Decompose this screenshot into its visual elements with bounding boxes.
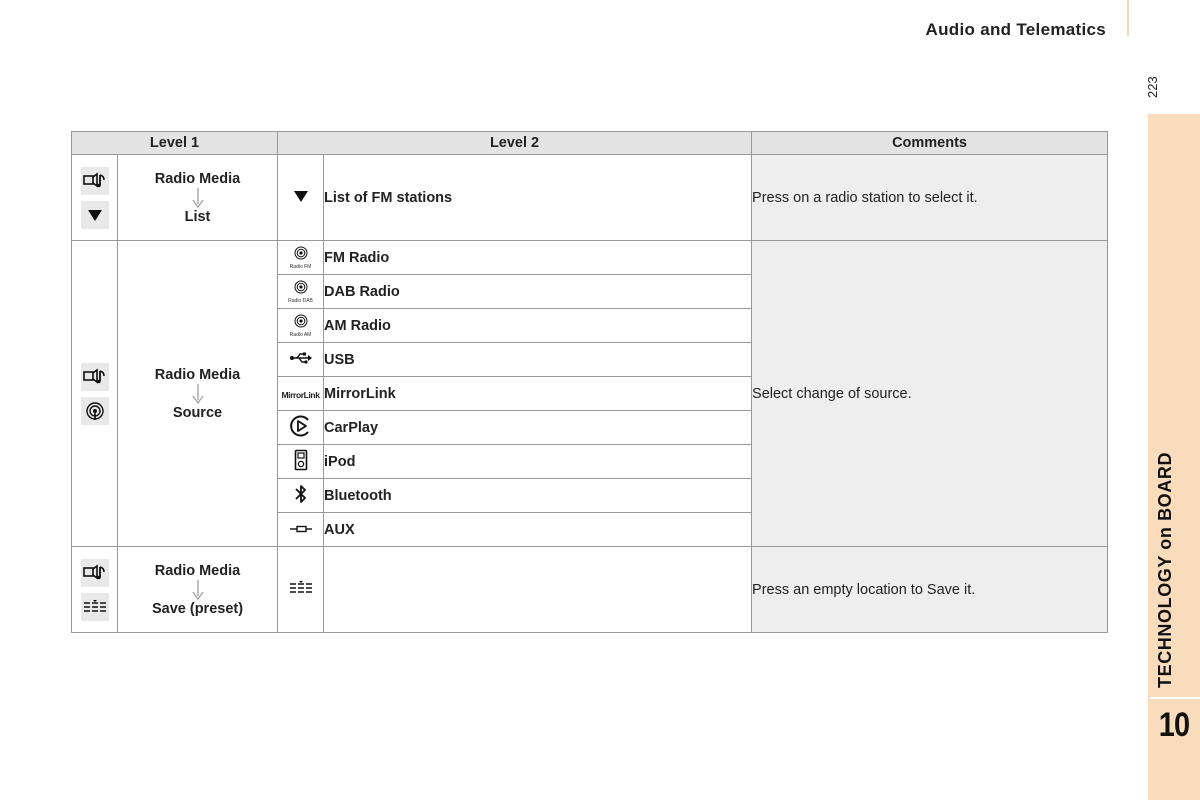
mirrorlink-logo[interactable] (278, 377, 324, 411)
level1-icons-cell (72, 155, 118, 241)
chapter-number: 10 (1158, 706, 1190, 744)
table-row (72, 547, 1108, 633)
preset-list-icon[interactable] (278, 547, 324, 633)
radio-dab-caption: Radio DAB (288, 297, 313, 304)
comment-cell: Select change of source. (752, 241, 1108, 547)
radio-fm-caption: Radio FM (289, 263, 312, 270)
table-row (72, 155, 1108, 241)
media-note-icon (81, 167, 109, 195)
level1-label-cell (118, 547, 278, 633)
level2-item-list-fm-stations[interactable]: List of FM stations (324, 155, 752, 241)
column-header-level1: Level 1 (72, 132, 278, 155)
column-header-comments: Comments (752, 132, 1108, 155)
comment-cell: Press on a radio station to select it. (752, 155, 1108, 241)
arrow-down-icon (191, 383, 205, 405)
bluetooth-icon[interactable] (278, 479, 324, 513)
level1-icons-cell (72, 547, 118, 633)
media-note-icon (81, 559, 109, 587)
usb-icon[interactable] (278, 343, 324, 377)
carplay-icon[interactable] (278, 411, 324, 445)
triangle-down-icon (81, 201, 109, 229)
side-tab-divider (1150, 697, 1200, 699)
level1-label-top: Radio Media (154, 170, 241, 187)
level1-label-bottom: List (184, 208, 211, 225)
table-header-row (72, 132, 1108, 155)
column-header-level2: Level 2 (278, 132, 752, 155)
ipod-icon[interactable] (278, 445, 324, 479)
level1-label-top: Radio Media (154, 562, 241, 579)
page-number: 223 (1145, 76, 1160, 98)
radio-fm-icon[interactable] (278, 241, 324, 275)
level1-icons-cell (72, 241, 118, 547)
level2-item-usb[interactable]: USB (324, 343, 752, 377)
radio-am-caption: Radio AM (289, 331, 312, 338)
header-divider (1127, 0, 1129, 36)
media-note-icon (81, 363, 109, 391)
menu-table (71, 131, 1108, 633)
mirrorlink-logo-text: MirrorLink (281, 389, 320, 400)
arrow-down-icon (191, 579, 205, 601)
level2-item-ipod[interactable]: iPod (324, 445, 752, 479)
radio-waves-icon (81, 397, 109, 425)
level1-label-bottom: Source (172, 404, 223, 421)
level2-item-mirrorlink[interactable]: MirrorLink (324, 377, 752, 411)
level2-item-fm-radio[interactable]: FM Radio (324, 241, 752, 275)
aux-jack-icon[interactable] (278, 513, 324, 547)
radio-am-icon[interactable] (278, 309, 324, 343)
chapter-side-tab-label: TECHNOLOGY on BOARD (1155, 451, 1175, 688)
level2-item-bluetooth[interactable]: Bluetooth (324, 479, 752, 513)
preset-list-icon (81, 593, 109, 621)
page-header-title: Audio and Telematics (925, 20, 1106, 39)
level2-item-empty[interactable] (324, 547, 752, 633)
level2-item-carplay[interactable]: CarPlay (324, 411, 752, 445)
table-row (72, 241, 1108, 275)
level1-label-cell (118, 241, 278, 547)
level2-item-am-radio[interactable]: AM Radio (324, 309, 752, 343)
arrow-down-icon (191, 187, 205, 209)
level2-item-dab-radio[interactable]: DAB Radio (324, 275, 752, 309)
level2-item-aux[interactable]: AUX (324, 513, 752, 547)
level1-label-top: Radio Media (154, 366, 241, 383)
comment-cell: Press an empty location to Save it. (752, 547, 1108, 633)
level1-label-bottom: Save (preset) (151, 600, 244, 617)
radio-dab-icon[interactable] (278, 275, 324, 309)
triangle-down-icon[interactable] (278, 155, 324, 241)
level1-label-cell (118, 155, 278, 241)
